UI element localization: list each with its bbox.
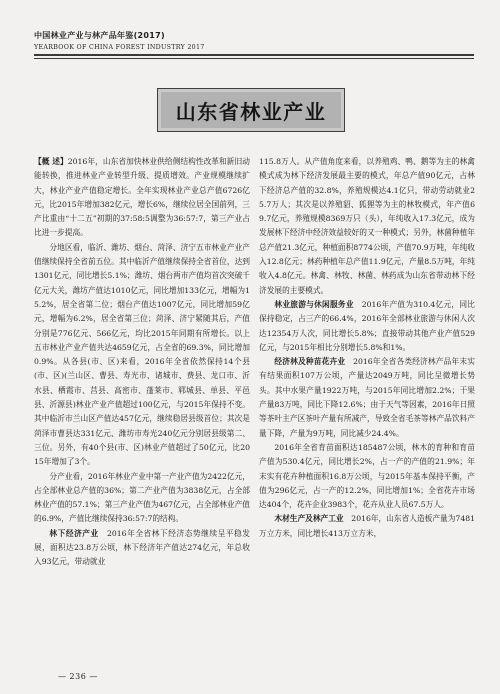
article-title: 山东省林业产业 (175, 99, 327, 124)
understory-continued-paragraph: 115.8万人。从产值角度来看，以养殖鸡、鸭、鹅等为主的林禽模式成为林下经济发展最主要的模式，年总产值90亿元，占林下经济总产值的32.8%，养殖规模达4.1亿只，带动劳动就业25.7万人；其次是以养殖貂、狐狸等为主的林牧模式，年产值69.7亿元，养殖规模8369万只（头），年纯收入17.3亿元，成为发展林下经济中经济效益较好的又一种模式；另外，林菌种植年总产值21.3亿元，种植面积8774公顷，产值70.9万吨，年纯收入12.8亿元；林药种植年总产值11.9亿元，产量8.5万吨，年纯收入4.8亿元。林禽、林牧、林菌、林药成为山东省带动林下经济发展的主要模式。 (259, 157, 475, 295)
overview-label: 【概 述】 (34, 157, 68, 166)
understory-economy-heading: 林下经济产业 (49, 528, 99, 538)
running-header-en: YEARBOOK OF CHINA FOREST INDUSTRY 2017 (34, 44, 205, 51)
understory-economy-paragraph (34, 527, 250, 570)
nursery-flower-paragraph: 2016年全省育苗面积达185487公顷，林木的育种和育苗产值为530.4亿元，同比增长2%，占一产的产值的21.9%；年末实有花卉种植面积16.8万公顷，与2015年基本保持平衡，产值为296亿元，占一产的12.2%，同比增加1%；全省花卉市场达404个，花卉企业3983个，花卉从业人员67.5万人。 (259, 442, 475, 510)
header-rule-thin (34, 58, 474, 59)
economic-forest-paragraph (259, 355, 475, 441)
timber-industry-paragraph (259, 512, 475, 541)
running-header-cn: 中国林业产业与林产品年鉴(2017) (34, 31, 165, 40)
overview-paragraph (34, 155, 250, 241)
regional-paragraph: 分地区看，临沂、潍坊、烟台、菏泽、济宁五市林业产业产值继续保持全省前五位。其中临沂产值继续保持全省首位，达到1301亿元，同比增长5.1%；潍坊、烟台两市产值均首次突破千亿元大关，潍坊产值达1010亿元，同比增加133亿元，增幅为15.2%，居全省第二位；烟台产值达1007亿元，同比增加59亿元，增幅为6.2%，居全省第三位；菏泽、济宁紧随其后，产值分别是776亿元、566亿元，均比2015年同期有所增长。以上五市林业产业产值共达4659亿元，占全省的69.3%，同比增加0.9%。从各县(市、区)来看，2016年全省依然保持14个县(市、区)(兰山区、曹县、寿光市、诸城市、费县、龙口市、沂水县、栖霞市、莒县、高密市、蓬莱市、郓城县、单县、平邑县、沂源县)林业产业产值超过100亿元，与2015年保持不变。其中临沂市兰山区产值达457亿元，继续稳居县级首位；其次是菏泽市曹县达331亿元、潍坊市寿光240亿元分别居县级第二、三位。另外，有40个县(市、区)林业产值超过了50亿元，比2015年增加了3个。 (34, 242, 250, 467)
tourism-text: 2016年产值为310.4亿元，同比保持稳定，占三产的66.4%，2016年全部林业旅游与休闲人次达12354万人次，同比增长5.8%；直接带动其他产业产值529亿元，与2015年相比分别增长5.8%和1%。 (259, 299, 475, 352)
tourism-heading: 林业旅游与休闲服务业 (274, 299, 354, 309)
left-column (34, 155, 250, 665)
header-rule-thick (34, 54, 474, 56)
timber-industry-heading: 木材生产及林产工业 (274, 514, 344, 524)
article-title-box (157, 88, 345, 132)
tourism-paragraph (259, 298, 475, 355)
economic-forest-heading: 经济林及种苗花卉业 (274, 357, 346, 367)
economic-forest-text: 2016年全省各类经济林产品年末实有结果面积107万公顷，产量达2049万吨，同比呈微增长势头。其中水果产量1922万吨，与2015年同比增加2.2%；干果产量83万吨，同比下降12.6%；由于天气等因素，2016年日照等茶叶主产区茶叶产量有所减产，导致全省毛茶等林产品饮料产量下降，产量为9万吨，同比减少24.4%。 (259, 357, 475, 438)
running-header (34, 30, 474, 51)
page-number: — 236 — (58, 672, 98, 681)
right-column (259, 155, 475, 665)
understory-economy-text: 2016年全省林下经济态势继续呈平稳发展，面积达23.8万公顷，林下经济年产值达274亿元，年总收入93亿元，带动就业 (34, 528, 250, 567)
timber-industry-text: 2016年，山东省人造板产量为7481万立方米，同比增长413万立方米， (259, 514, 475, 538)
overview-text: 2016年，山东省加快林业供给侧结构性改革和新旧动能转换，推进林业产业转型升级、提质增效。产业规模继续扩大，林业产业产值稳定增长。全年实现林业产业总产值6726亿元，比2015年增加382亿元，增长6%，继续位居全国前列，三产比重由“十二五”初期的37:58:5调整为36:57:7，第三产业占比进一步提高。 (34, 157, 250, 238)
industry-structure-paragraph: 分产业看，2016年林业产业中第一产业产值为2422亿元，占全部林业总产值的36%；第二产业产值为3838亿元，占全部林业产值的57.1%；第三产业产值为467亿元，占全部林业产值的6.9%，产值比继续保持36:57:7的结构。 (34, 471, 250, 524)
